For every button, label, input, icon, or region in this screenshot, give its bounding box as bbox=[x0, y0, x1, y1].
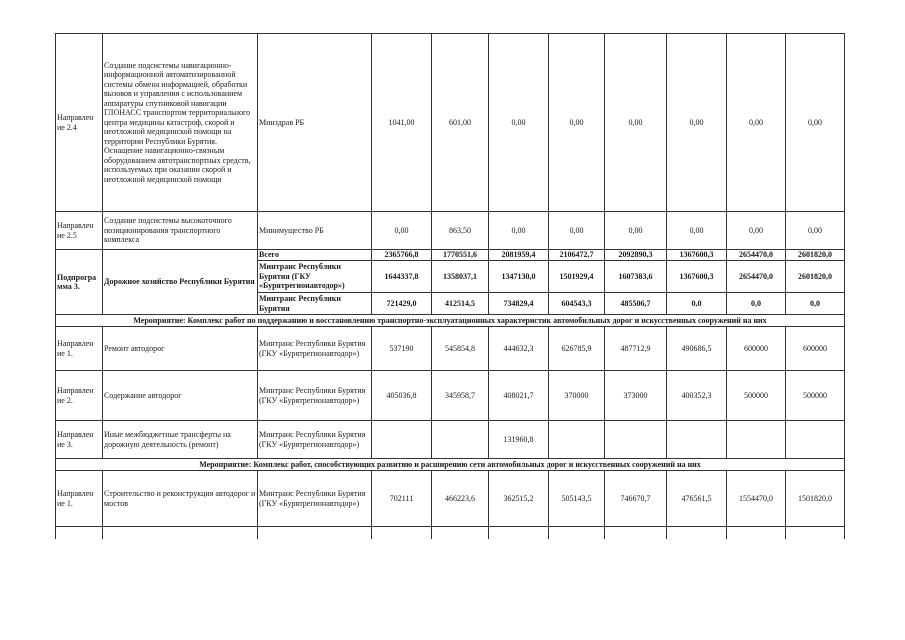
value-cell: 1770551,6 bbox=[432, 250, 489, 261]
value-cell: 0,00 bbox=[786, 34, 845, 212]
value-cell: 0,0 bbox=[667, 293, 727, 315]
row-responsible: Минздрав РБ bbox=[258, 34, 372, 212]
row-responsible: Минтранс Республики Бурятия (ГКУ «Бурятрегионавтодор») bbox=[258, 471, 372, 527]
value-cell: 1367600,3 bbox=[667, 250, 727, 261]
value-cell: 400352,3 bbox=[667, 371, 727, 421]
empty-cell bbox=[56, 527, 103, 539]
value-cell: 2081959,4 bbox=[489, 250, 549, 261]
value-cell: 500000 bbox=[786, 371, 845, 421]
value-cell: 0,00 bbox=[489, 34, 549, 212]
value-cell: 444632,3 bbox=[489, 327, 549, 371]
value-cell: 2092890,3 bbox=[605, 250, 667, 261]
table-row bbox=[56, 34, 845, 212]
value-cell: 0,00 bbox=[667, 212, 727, 250]
value-cell: 487712,9 bbox=[605, 327, 667, 371]
value-cell: 131960,8 bbox=[489, 421, 549, 459]
value-cell: 476561,5 bbox=[667, 471, 727, 527]
row-responsible: Минтранс Республики Бурятия (ГКУ «Бурятрегионавтодор») bbox=[258, 261, 372, 293]
row-code: Направлен ие 3. bbox=[56, 421, 103, 459]
value-cell: 373000 bbox=[605, 371, 667, 421]
value-cell: 500000 bbox=[727, 371, 786, 421]
value-cell bbox=[432, 421, 489, 459]
value-cell: 734829,4 bbox=[489, 293, 549, 315]
value-cell: 600000 bbox=[786, 327, 845, 371]
value-cell: 1501929,4 bbox=[549, 261, 605, 293]
value-cell: 370000 bbox=[549, 371, 605, 421]
empty-cell bbox=[489, 527, 549, 539]
value-cell: 2654470,0 bbox=[727, 250, 786, 261]
event-title: Мероприятие: Комплекс работ по поддержанию и восстановлению транспортно-эксплуатационных характеристик автомобильных дорог и искусственных сооружений на них bbox=[56, 315, 845, 327]
value-cell: 1501820,0 bbox=[786, 471, 845, 527]
value-cell bbox=[605, 421, 667, 459]
subprogram-title: Дорожное хозяйство Республики Бурятия bbox=[103, 250, 258, 315]
value-cell: 1554470,0 bbox=[727, 471, 786, 527]
value-cell: 604543,3 bbox=[549, 293, 605, 315]
empty-cell bbox=[372, 527, 432, 539]
value-cell: 405036,8 bbox=[372, 371, 432, 421]
event-title: Мероприятие: Комплекс работ, способствующих развитию и расширению сети автомобильных дорог и искусственных сооружений на них bbox=[56, 459, 845, 471]
value-cell: 345958,7 bbox=[432, 371, 489, 421]
value-cell: 485506,7 bbox=[605, 293, 667, 315]
row-code: Направлен ие 1. bbox=[56, 327, 103, 371]
value-cell: 1041,00 bbox=[372, 34, 432, 212]
value-cell bbox=[372, 421, 432, 459]
empty-cell bbox=[786, 527, 845, 539]
value-cell: 721429,0 bbox=[372, 293, 432, 315]
value-cell bbox=[786, 421, 845, 459]
value-cell: 408021,7 bbox=[489, 371, 549, 421]
event-header-row bbox=[56, 459, 845, 471]
value-cell: 505143,5 bbox=[549, 471, 605, 527]
value-cell: 0,00 bbox=[727, 212, 786, 250]
value-cell: 0,00 bbox=[605, 212, 667, 250]
row-responsible: Минимущество РБ bbox=[258, 212, 372, 250]
value-cell: 2601820,0 bbox=[786, 250, 845, 261]
value-cell: 2365766,8 bbox=[372, 250, 432, 261]
value-cell: 2601820,0 bbox=[786, 261, 845, 293]
row-responsible: Минтранс Республики Бурятия (ГКУ «Бурятрегионавтодор») bbox=[258, 327, 372, 371]
empty-cell bbox=[432, 527, 489, 539]
table-row bbox=[56, 327, 845, 371]
table-row-continuation bbox=[56, 527, 845, 539]
value-cell: 0,00 bbox=[667, 34, 727, 212]
value-cell: 412514,5 bbox=[432, 293, 489, 315]
row-code: Направлен ие 2. bbox=[56, 371, 103, 421]
value-cell: 2106472,7 bbox=[549, 250, 605, 261]
row-responsible: Минтранс Республики Бурятия (ГКУ «Бурятрегионавтодор») bbox=[258, 371, 372, 421]
value-cell: 0,0 bbox=[786, 293, 845, 315]
row-description: Содержание автодорог bbox=[103, 371, 258, 421]
table-row bbox=[56, 371, 845, 421]
value-cell: 1358037,1 bbox=[432, 261, 489, 293]
value-cell: 626785,9 bbox=[549, 327, 605, 371]
value-cell: 1347130,0 bbox=[489, 261, 549, 293]
value-cell: 863,50 bbox=[432, 212, 489, 250]
row-description: Иные межбюджетные трансферты на дорожную деятельность (ремонт) bbox=[103, 421, 258, 459]
table-row bbox=[56, 212, 845, 250]
value-cell: 746670,7 bbox=[605, 471, 667, 527]
empty-cell bbox=[258, 527, 372, 539]
value-cell: 1367600,3 bbox=[667, 261, 727, 293]
row-description: Создание подсистемы навигационно-информационной автоматизированной системы обмена информацией, обработки вызовов и управления с использованием аппаратуры спутниковой навигации ГЛОНАСС транспортом территориального центра медицины катастроф, скорой и неотложной медицинской помощи на территории Республики Бурятия. Оснащение навигационно-связным оборудованием автотранспортных средств, используемых при оказании скорой и неотложной медицинской помощи bbox=[103, 34, 258, 212]
subprogram-code: Подпрогра мма 3. bbox=[56, 250, 103, 315]
subprogram-row-total bbox=[56, 250, 845, 261]
value-cell: 702111 bbox=[372, 471, 432, 527]
empty-cell bbox=[667, 527, 727, 539]
value-cell: 1607383,6 bbox=[605, 261, 667, 293]
event-header-row bbox=[56, 315, 845, 327]
row-responsible: Всего bbox=[258, 250, 372, 261]
row-description: Строительство и реконструкция автодорог и мостов bbox=[103, 471, 258, 527]
value-cell: 0,00 bbox=[549, 212, 605, 250]
empty-cell bbox=[605, 527, 667, 539]
value-cell: 1644337,8 bbox=[372, 261, 432, 293]
value-cell: 0,00 bbox=[605, 34, 667, 212]
value-cell: 362515,2 bbox=[489, 471, 549, 527]
row-code: Направлен ие 1. bbox=[56, 471, 103, 527]
value-cell: 601,00 bbox=[432, 34, 489, 212]
empty-cell bbox=[549, 527, 605, 539]
row-responsible: Минтранс Республики Бурятия bbox=[258, 293, 372, 315]
value-cell bbox=[549, 421, 605, 459]
value-cell: 0,00 bbox=[489, 212, 549, 250]
value-cell: 0,00 bbox=[549, 34, 605, 212]
row-code: Направлен ие 2.4 bbox=[56, 34, 103, 212]
value-cell: 0,00 bbox=[372, 212, 432, 250]
value-cell: 0,00 bbox=[786, 212, 845, 250]
value-cell: 600000 bbox=[727, 327, 786, 371]
value-cell bbox=[667, 421, 727, 459]
value-cell bbox=[727, 421, 786, 459]
value-cell: 0,00 bbox=[727, 34, 786, 212]
value-cell: 0,0 bbox=[727, 293, 786, 315]
table-row bbox=[56, 421, 845, 459]
row-description: Ремонт автодорог bbox=[103, 327, 258, 371]
empty-cell bbox=[727, 527, 786, 539]
empty-cell bbox=[103, 527, 258, 539]
table-row bbox=[56, 471, 845, 527]
value-cell: 466223,6 bbox=[432, 471, 489, 527]
row-responsible: Минтранс Республики Бурятия (ГКУ «Бурятрегионавтодор») bbox=[258, 421, 372, 459]
value-cell: 2654470,0 bbox=[727, 261, 786, 293]
budget-table bbox=[55, 33, 845, 539]
value-cell: 490686,5 bbox=[667, 327, 727, 371]
row-description: Создание подсистемы высокоточного позиционирования транспортного комплекса bbox=[103, 212, 258, 250]
value-cell: 545854,8 bbox=[432, 327, 489, 371]
value-cell: 537190 bbox=[372, 327, 432, 371]
row-code: Направлен ие 2.5 bbox=[56, 212, 103, 250]
